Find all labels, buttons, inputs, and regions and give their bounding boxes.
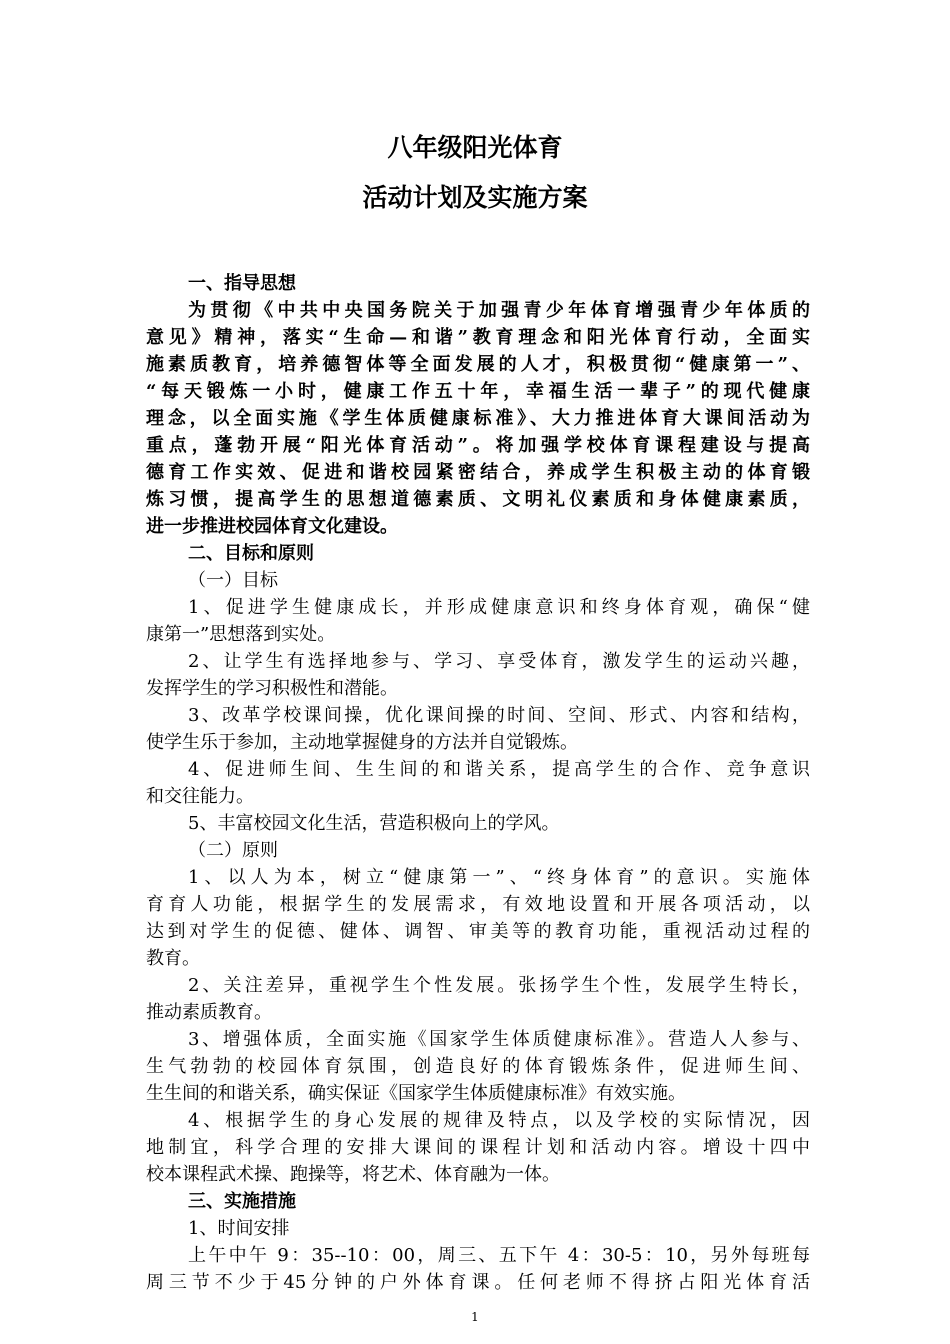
document-title-line-2: 活动计划及实施方案 — [362, 183, 588, 212]
page-number: 1 — [471, 1310, 479, 1324]
section-heading-2: 二、目标和原则 — [188, 543, 314, 564]
subsection-heading: （二）原则 — [188, 840, 278, 861]
paragraph-line: 育育人功能，根据学生的发展需求，有效地设置和开展各项活动，以 — [146, 894, 810, 915]
paragraph-line: 意见》精神，落实“生命—和谐”教育理念和阳光体育行动，全面实 — [146, 327, 810, 348]
paragraph-line: 发挥学生的学习积极性和潜能。 — [146, 678, 398, 699]
paragraph-line: “每天锻炼一小时，健康工作五十年，幸福生活一辈子”的现代健康 — [146, 381, 810, 402]
paragraph-line: 和交往能力。 — [146, 786, 254, 807]
paragraph-line: 德育工作实效、促进和谐校园紧密结合，养成学生积极主动的体育锻 — [146, 462, 810, 483]
paragraph-line: 施素质教育，培养德智体等全面发展的人才，积极贯彻“健康第一”、 — [146, 354, 810, 375]
document-title-line-1: 八年级阳光体育 — [387, 133, 563, 162]
paragraph-line: 上午中午 9：35--10：00，周三、五下午 4：30-5：10，另外每班每 — [188, 1245, 810, 1266]
paragraph-line: 2、让学生有选择地参与、学习、享受体育，激发学生的运动兴趣， — [188, 651, 810, 672]
paragraph-line: 2、关注差异，重视学生个性发展。张扬学生个性，发展学生特长， — [188, 975, 810, 996]
paragraph-line: 3、增强体质，全面实施《国家学生体质健康标准》。营造人人参与、 — [188, 1029, 810, 1050]
paragraph-line: 生气勃勃的校园体育氛围，创造良好的体育锻炼条件，促进师生间、 — [146, 1056, 810, 1077]
paragraph-line: 4、根据学生的身心发展的规律及特点，以及学校的实际情况，因 — [188, 1110, 810, 1131]
paragraph-line: 为贯彻《中共中央国务院关于加强青少年体育增强青少年体质的 — [188, 300, 810, 321]
subsection-heading: （一）目标 — [188, 570, 278, 591]
paragraph-line: 周三节不少于45分钟的户外体育课。任何老师不得挤占阳光体育活 — [146, 1272, 810, 1293]
paragraph-line: 地制宜，科学合理的安排大课间的课程计划和活动内容。增设十四中 — [146, 1137, 810, 1158]
paragraph-line: 生生间的和谐关系，确实保证《国家学生体质健康标准》有效实施。 — [146, 1083, 686, 1104]
paragraph-line: 康第一”思想落到实处。 — [146, 624, 336, 645]
paragraph-line: 教育。 — [146, 948, 200, 969]
paragraph-line: 5、丰富校园文化生活，营造积极向上的学风。 — [188, 813, 560, 834]
paragraph-line: 重点，蓬勃开展“阳光体育活动”。将加强学校体育课程建设与提高 — [146, 435, 810, 456]
section-heading-3: 三、实施措施 — [188, 1191, 296, 1212]
paragraph-line: 1、以人为本，树立“健康第一”、“终身体育”的意识。实施体 — [188, 867, 810, 888]
paragraph-line: 理念，以全面实施《学生体质健康标准》、大力推进体育大课间活动为 — [146, 408, 810, 429]
paragraph-line: 达到对学生的促德、健体、调智、审美等的教育功能，重视活动过程的 — [146, 921, 810, 942]
section-heading-1: 一、指导思想 — [188, 273, 296, 294]
paragraph-line: 使学生乐于参加，主动地掌握健身的方法并自觉锻炼。 — [146, 732, 578, 753]
paragraph-line: 炼习惯，提高学生的思想道德素质、文明礼仪素质和身体健康素质， — [146, 489, 810, 510]
paragraph-line: 3、改革学校课间操，优化课间操的时间、空间、形式、内容和结构， — [188, 705, 810, 726]
paragraph-line: 1、促进学生健康成长，并形成健康意识和终身体育观，确保“健 — [188, 597, 810, 618]
subsection-heading: 1、时间安排 — [188, 1218, 290, 1239]
paragraph-line: 校本课程武术操、跑操等，将艺术、体育融为一体。 — [146, 1164, 560, 1185]
paragraph-line: 进一步推进校园体育文化建设。 — [146, 516, 398, 537]
paragraph-line: 4、促进师生间、生生间的和谐关系，提高学生的合作、竞争意识 — [188, 759, 810, 780]
paragraph-line: 推动素质教育。 — [146, 1002, 272, 1023]
